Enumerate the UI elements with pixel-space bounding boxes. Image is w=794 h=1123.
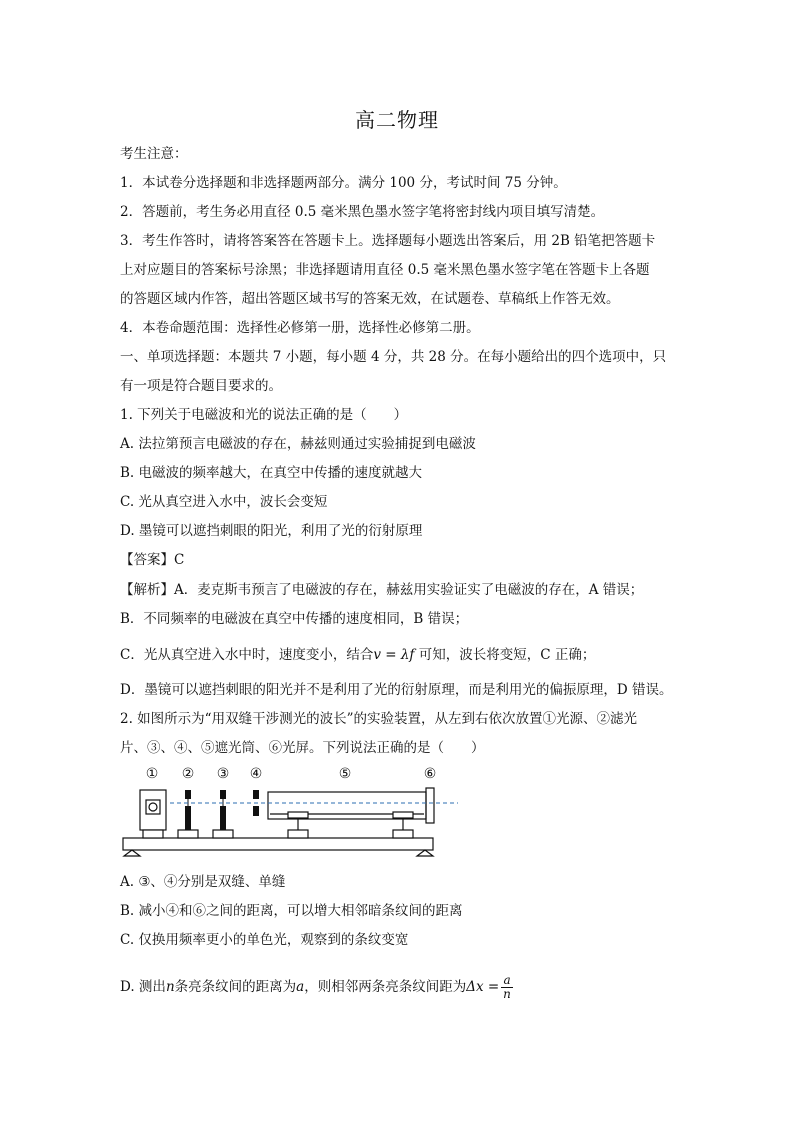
bench-foot-left xyxy=(124,850,140,856)
label-component-3: ③ xyxy=(216,766,230,782)
q1-analysis-c-pre: C．光从真空进入水中时，速度变小，结合 xyxy=(120,647,374,663)
q1-stem: 1. 下列关于电磁波和光的说法正确的是（ ） xyxy=(120,407,408,423)
q1-analysis-c-post: 可知，波长将变短，C 正确； xyxy=(414,647,596,663)
bench-foot-right xyxy=(417,850,433,856)
page-title: 高二物理 xyxy=(355,108,439,132)
q1-analysis-d: D．墨镜可以遮挡刺眼的阳光并不是利用了光的衍射原理，而是利用光的偏振原理，D 错误。 xyxy=(120,682,673,698)
section-heading-2: 有一项是符合题目要求的。 xyxy=(120,378,282,394)
fraction-denominator: n xyxy=(503,987,511,1001)
label-filter: ② xyxy=(181,766,195,782)
notice-line-1: 1．本试卷分选择题和非选择题两部分。满分 100 分，考试时间 75 分钟。 xyxy=(120,175,567,191)
notice-line-3: 3．考生作答时，请将答案答在答题卡上。选择题每小题选出答案后，用 2B 铅笔把答题卡 xyxy=(120,233,656,249)
optical-bench xyxy=(123,838,433,850)
q1-option-d: D. 墨镜可以遮挡刺眼的阳光，利用了光的衍射原理 xyxy=(120,523,423,539)
formula-wave-speed: v = λf xyxy=(373,647,415,663)
screen-plate xyxy=(426,788,434,823)
q2-option-d-pre: D. 测出 xyxy=(120,979,166,995)
q1-answer: 【答案】C xyxy=(120,552,185,568)
q1-analysis-c xyxy=(120,645,595,665)
q2-option-d-post: ，则相邻两条亮条纹间距为 xyxy=(304,979,467,995)
var-a: a xyxy=(296,979,305,995)
label-shield-tube: ⑤ xyxy=(338,766,352,782)
q2-stem-2: 片、③、④、⑤遮光筒、⑥光屏。下列说法正确的是（ ） xyxy=(120,740,485,756)
q2-option-c: C. 仅换用频率更小的单色光，观察到的条纹变宽 xyxy=(120,932,409,948)
label-light-source: ① xyxy=(145,766,159,782)
label-screen: ⑥ xyxy=(423,766,437,782)
notice-heading: 考生注意： xyxy=(120,146,188,162)
q1-analysis-b: B．不同频率的电磁波在真空中传播的速度相同，B 错误； xyxy=(120,611,469,627)
fraction-a-over-n xyxy=(501,974,513,1001)
q2-option-a: A. ③、④分别是双缝、单缝 xyxy=(120,874,286,890)
light-source-box xyxy=(140,790,166,830)
notice-line-4: 上对应题目的答案标号涂黑；非选择题请用直径 0.5 毫米黑色墨水签字笔在答题卡上各题 xyxy=(120,262,650,278)
q1-analysis-a: 【解析】A．麦克斯韦预言了电磁波的存在，赫兹用实验证实了电磁波的存在，A 错误； xyxy=(120,582,644,598)
double-slit-apparatus-diagram xyxy=(118,762,458,860)
section-heading-1: 一、单项选择题：本题共 7 小题，每小题 4 分，共 28 分。在每小题给出的四个选项中，只 xyxy=(120,349,667,365)
q1-option-b: B. 电磁波的频率越大，在真空中传播的速度就越大 xyxy=(120,465,423,481)
q1-option-c: C. 光从真空进入水中，波长会变短 xyxy=(120,494,328,510)
notice-line-2: 2．答题前，考生务必用直径 0.5 毫米黑色墨水签字笔将密封线内项目填写清楚。 xyxy=(120,204,605,220)
bulb-icon xyxy=(149,803,157,811)
q1-option-a: A. 法拉第预言电磁波的存在，赫兹则通过实验捕捉到电磁波 xyxy=(120,436,476,452)
q2-option-d-mid: 条亮条纹间的距离为 xyxy=(174,979,297,995)
fraction-numerator: a xyxy=(501,974,513,988)
var-n: n xyxy=(165,979,175,995)
notice-line-5: 的答题区域内作答，超出答题区域书写的答案无效，在试题卷、草稿纸上作答无效。 xyxy=(120,291,620,307)
notice-line-6: 4．本卷命题范围：选择性必修第一册，选择性必修第二册。 xyxy=(120,320,480,336)
q2-option-d xyxy=(120,974,513,1001)
bulb-frame xyxy=(146,800,160,814)
label-component-4: ④ xyxy=(249,766,263,782)
delta-x: Δx = xyxy=(466,979,500,995)
q2-option-b: B. 减小④和⑥之间的距离，可以增大相邻暗条纹间的距离 xyxy=(120,903,463,919)
q2-stem-1: 2. 如图所示为“用双缝干涉测光的波长”的实验装置，从左到右依次放置①光源、②滤光 xyxy=(120,711,637,727)
